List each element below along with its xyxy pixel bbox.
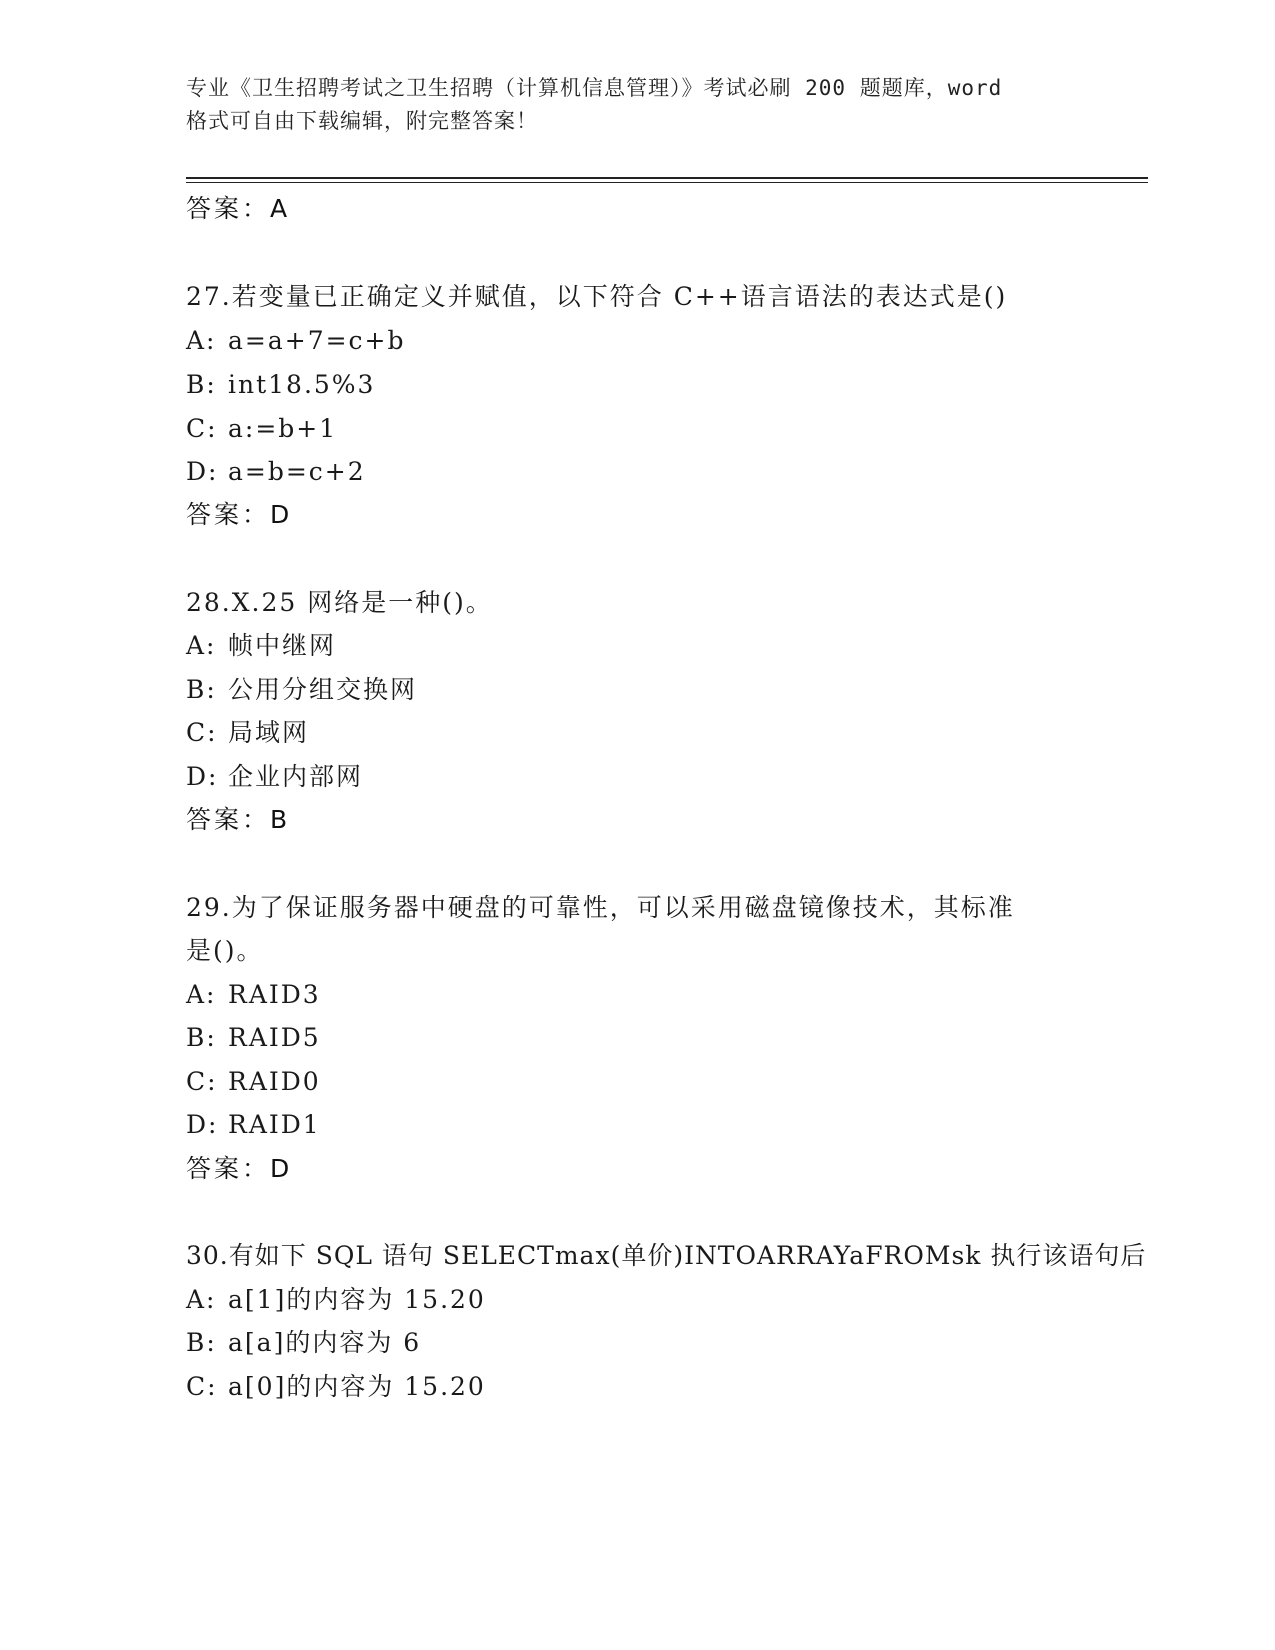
option-label: A:	[186, 326, 217, 355]
option-text: a[a]的内容为 6	[228, 1328, 422, 1357]
option-label: B:	[186, 675, 217, 704]
option-label: A:	[186, 980, 217, 1009]
option-label: B:	[186, 370, 217, 399]
option-text: a=b=c+2	[228, 457, 366, 486]
option-text: a[1]的内容为 15.20	[228, 1285, 486, 1314]
option-label: D:	[186, 1110, 219, 1139]
header-divider-thick	[186, 177, 1148, 179]
option-text: 企业内部网	[228, 762, 364, 791]
question-29-option-a	[186, 978, 321, 1012]
header-line-2: 格式可自由下载编辑，附完整答案！	[186, 109, 538, 133]
question-28-option-d	[186, 760, 363, 794]
option-text: a:=b+1	[228, 414, 338, 443]
question-29-option-c	[186, 1065, 321, 1099]
option-text: int18.5%3	[228, 370, 376, 399]
question-29-stem-line-2: 是()。	[186, 936, 264, 965]
question-30-option-a	[186, 1283, 486, 1317]
option-text: a[0]的内容为 15.20	[228, 1372, 486, 1401]
question-29-option-d	[186, 1108, 321, 1142]
question-27-option-d	[186, 455, 366, 489]
question-28-option-c	[186, 716, 309, 750]
option-label: A:	[186, 1285, 217, 1314]
header-line-1: 专业《卫生招聘考试之卫生招聘（计算机信息管理）》考试必刷 200 题题库，word	[186, 76, 1003, 100]
question-28-answer: 答案：B	[186, 805, 291, 834]
question-27-answer: 答案：D	[186, 500, 293, 529]
question-27-stem: 27.若变量已正确定义并赋值，以下符合 C++语言语法的表达式是()	[186, 282, 1008, 311]
question-29-option-b	[186, 1021, 321, 1055]
question-30-stem: 30.有如下 SQL 语句 SELECTmax(单价)INTOARRAYaFROMsk 执行该语句后	[186, 1241, 1147, 1270]
question-29-stem-line-1: 29.为了保证服务器中硬盘的可靠性，可以采用磁盘镜像技术，其标准	[186, 893, 1015, 922]
header-divider-thin	[186, 182, 1148, 183]
question-29-answer: 答案：D	[186, 1154, 293, 1183]
option-text: RAID5	[228, 1023, 321, 1052]
question-28-stem: 28.X.25 网络是一种()。	[186, 588, 493, 617]
option-label: B:	[186, 1328, 217, 1357]
question-28-option-b	[186, 673, 417, 707]
option-label: D:	[186, 457, 219, 486]
option-label: B:	[186, 1023, 217, 1052]
option-label: C:	[186, 1372, 218, 1401]
question-27-option-b	[186, 368, 375, 402]
document-header	[186, 72, 1086, 138]
option-label: D:	[186, 762, 219, 791]
option-label: C:	[186, 718, 218, 747]
option-text: 帧中继网	[228, 631, 337, 660]
previous-answer: 答案：A	[186, 194, 291, 223]
option-text: 局域网	[228, 718, 310, 747]
question-27-option-a	[186, 324, 406, 358]
question-28-option-a	[186, 629, 336, 663]
option-text: RAID1	[228, 1110, 321, 1139]
question-30-option-b	[186, 1326, 421, 1360]
option-text: 公用分组交换网	[228, 675, 418, 704]
option-text: RAID0	[228, 1067, 321, 1096]
question-27-option-c	[186, 412, 337, 446]
option-label: C:	[186, 1067, 218, 1096]
option-label: A:	[186, 631, 217, 660]
option-label: C:	[186, 414, 218, 443]
option-text: a=a+7=c+b	[228, 326, 406, 355]
question-30-option-c	[186, 1370, 486, 1404]
option-text: RAID3	[228, 980, 321, 1009]
